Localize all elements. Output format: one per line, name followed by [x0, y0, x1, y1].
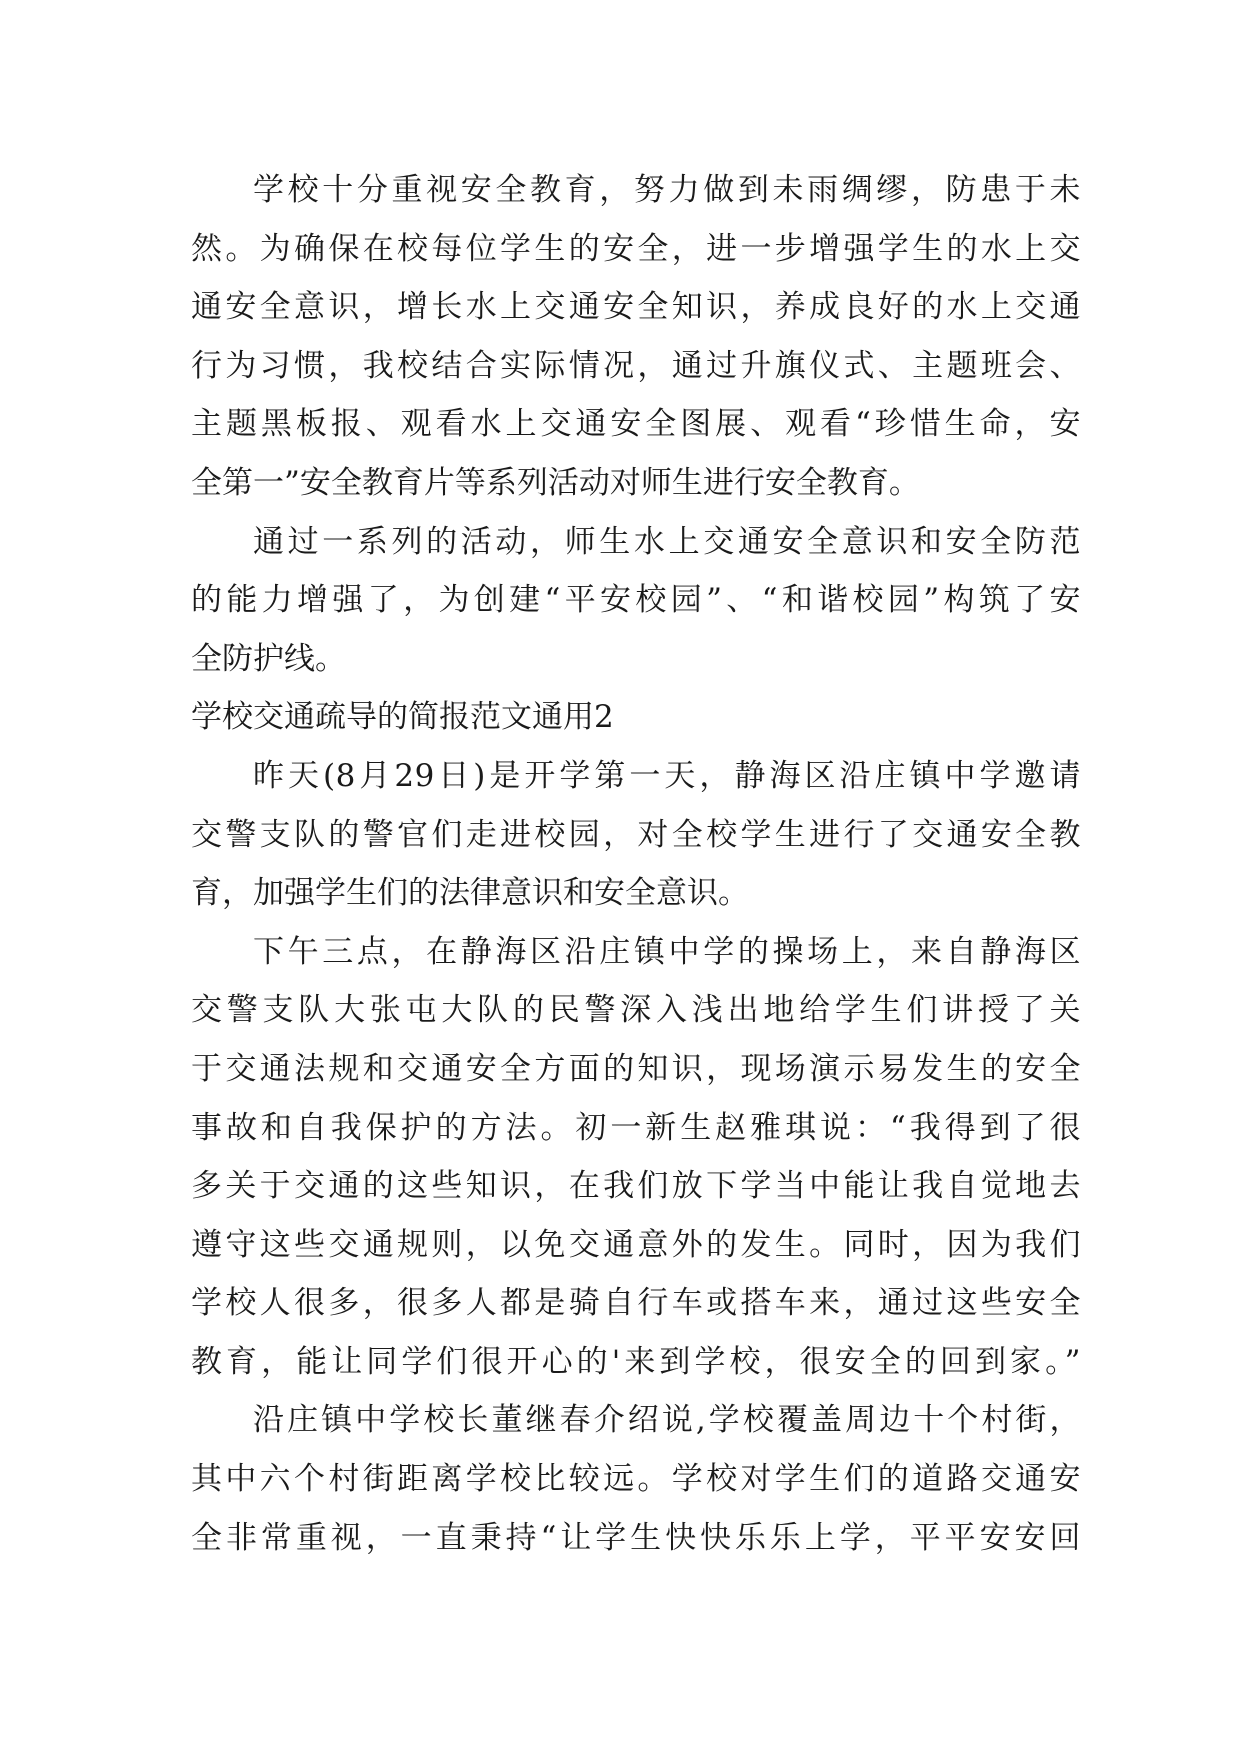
paragraph-police-lecture: [191, 923, 1081, 1392]
text-line: 全第一”安全教育片等系列活动对师生进行安全教育。: [191, 464, 920, 501]
document-body: [191, 161, 1081, 1567]
text-line: 昨天(8月29日)是开学第一天，静海区沿庄镇中学邀请: [253, 757, 1081, 794]
text-line: 遵守这些交通规则，以免交通意外的发生。同时，因为我们: [191, 1226, 1081, 1263]
text-line: 学校十分重视安全教育，努力做到未雨绸缪，防患于未: [253, 172, 1081, 208]
text-line: 全非常重视，一直秉持“让学生快快乐乐上学，平平安安回: [191, 1519, 1081, 1556]
paragraph-safety-education: [191, 161, 1081, 513]
text-line: 交警支队大张屯大队的民警深入浅出地给学生们讲授了关: [191, 992, 1081, 1029]
text-line: 通过一系列的活动，师生水上交通安全意识和安全防范: [253, 523, 1081, 560]
text-line: 其中六个村街距离学校比较远。学校对学生们的道路交通安: [191, 1461, 1081, 1498]
text-line: 事故和自我保护的方法。初一新生赵雅琪说：“我得到了很: [191, 1109, 1081, 1146]
text-line: 下午三点，在静海区沿庄镇中学的操场上，来自静海区: [253, 933, 1081, 970]
text-line: 主题黑板报、观看水上交通安全图展、观看“珍惜生命，安: [191, 406, 1081, 443]
text-line: 育，加强学生们的法律意识和安全意识。: [191, 875, 749, 912]
text-line: 行为习惯，我校结合实际情况，通过升旗仪式、主题班会、: [191, 347, 1081, 384]
text-line: 交警支队的警官们走进校园，对全校学生进行了交通安全教: [191, 816, 1081, 853]
text-line: 于交通法规和交通安全方面的知识，现场演示易发生的安全: [191, 1050, 1081, 1087]
text-line: 全防护线。: [191, 640, 346, 677]
section-heading: [191, 688, 1081, 747]
section-heading-text: 学校交通疏导的简报范文通用2: [191, 699, 614, 736]
text-line: 多关于交通的这些知识，在我们放下学当中能让我自觉地去: [191, 1168, 1081, 1205]
text-line: 通安全意识，增长水上交通安全知识，养成良好的水上交通: [191, 289, 1081, 326]
text-line: 的能力增强了，为创建“平安校园”、“和谐校园”构筑了安: [191, 582, 1081, 619]
paragraph-activity-results: [191, 513, 1081, 689]
text-line: 学校人很多，很多人都是骑自行车或搭车来，通过这些安全: [191, 1285, 1081, 1322]
text-line: 沿庄镇中学校长董继春介绍说,学校覆盖周边十个村街，: [253, 1402, 1081, 1439]
paragraph-principal-remarks: [191, 1391, 1081, 1567]
paragraph-first-school-day: [191, 747, 1081, 923]
text-line: 教育，能让同学们很开心的'来到学校，很安全的回到家。”: [191, 1343, 1081, 1380]
text-line: 然。为确保在校每位学生的安全，进一步增强学生的水上交: [191, 230, 1081, 267]
